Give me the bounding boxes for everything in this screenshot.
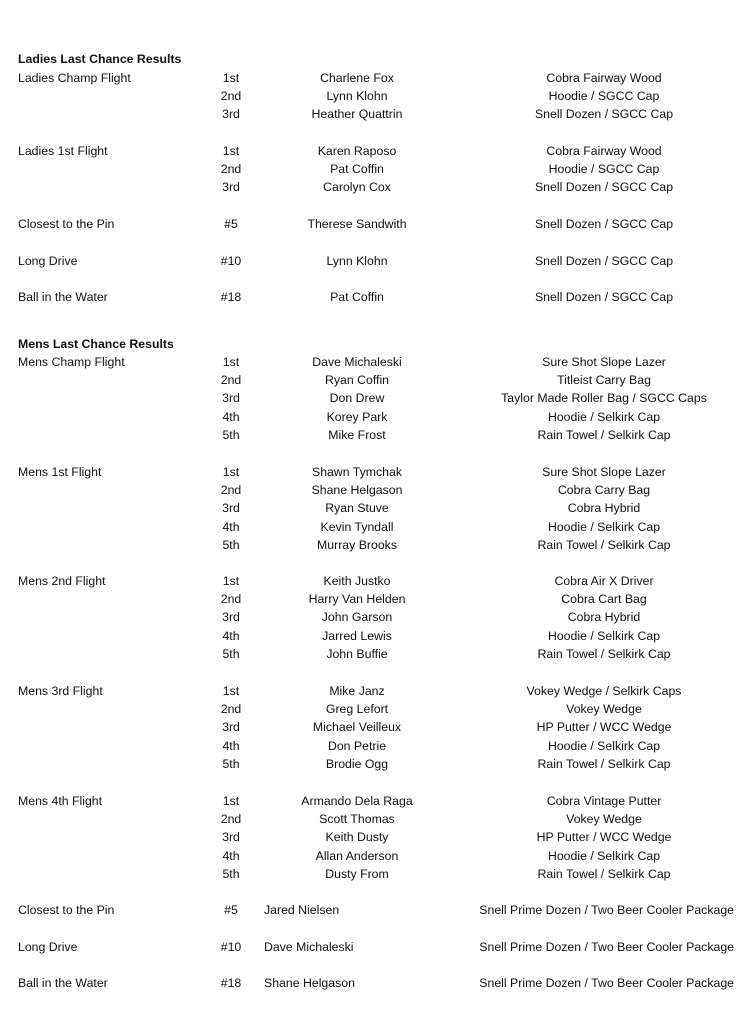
- place-cell: 4th: [222, 409, 240, 424]
- hole-number: #18: [220, 976, 242, 990]
- winner-name: Mike Frost: [328, 427, 386, 442]
- place-cell: 2nd: [220, 812, 242, 827]
- place-cell: 5th: [222, 646, 240, 661]
- winner-name: Lynn Klohn: [326, 89, 388, 104]
- winner-name: Carolyn Cox: [323, 180, 391, 195]
- place-cell: 5th: [222, 427, 240, 442]
- prize-cell: Hoodie / SGCC Cap: [548, 162, 660, 177]
- prize-cell: Snell Dozen / SGCC Cap: [534, 254, 674, 268]
- winner-name: Pat Coffin: [330, 162, 384, 177]
- place-cell: 4th: [222, 628, 240, 643]
- prize-cell: Rain Towel / Selkirk Cap: [537, 537, 671, 552]
- special-label: Closest to the Pin: [18, 217, 115, 231]
- place-cell: 2nd: [220, 373, 242, 388]
- prize-cell: Snell Dozen / SGCC Cap: [534, 290, 674, 304]
- prize-cell: Vokey Wedge: [566, 812, 642, 827]
- special-label: Closest to the Pin: [18, 903, 115, 917]
- prize-cell: Taylor Made Roller Bag / SGCC Caps: [501, 391, 707, 406]
- place-cell: 1st: [222, 355, 240, 369]
- winner-name: Murray Brooks: [317, 537, 397, 552]
- prize-cell: Vokey Wedge / Selkirk Caps: [526, 684, 682, 698]
- place-cell: 3rd: [222, 391, 240, 406]
- winner-name: Dave Michaleski: [312, 355, 402, 369]
- prize-cell: HP Putter / WCC Wedge: [536, 830, 672, 845]
- prize-cell: Vokey Wedge: [566, 702, 642, 717]
- hole-number: #10: [220, 254, 242, 268]
- place-cell: 1st: [222, 794, 240, 808]
- winner-name: Keith Dusty: [325, 830, 389, 845]
- place-cell: 3rd: [222, 107, 240, 122]
- winner-name: Karen Raposo: [317, 144, 397, 158]
- place-cell: 1st: [222, 144, 240, 158]
- special-label: Ball in the Water: [18, 976, 108, 990]
- hole-number: #10: [220, 940, 242, 954]
- prize-cell: HP Putter / WCC Wedge: [536, 720, 672, 735]
- place-cell: 2nd: [220, 162, 242, 177]
- winner-name: Shawn Tymchak: [312, 465, 402, 479]
- flight-label: Mens 1st Flight: [18, 465, 102, 479]
- winner-name: Korey Park: [326, 409, 388, 424]
- prize-cell: Cobra Vintage Putter: [546, 794, 662, 808]
- place-cell: 3rd: [222, 501, 240, 516]
- prize-cell: Hoodie / Selkirk Cap: [547, 409, 661, 424]
- prize-cell: Rain Towel / Selkirk Cap: [537, 756, 671, 771]
- prize-cell: Hoodie / SGCC Cap: [548, 89, 660, 104]
- winner-name: Greg Lefort: [325, 702, 389, 717]
- place-cell: 4th: [222, 519, 240, 534]
- prize-cell: Snell Prime Dozen / Two Beer Cooler Package: [479, 903, 734, 917]
- place-cell: 2nd: [220, 483, 242, 498]
- prize-cell: Cobra Hybrid: [567, 501, 641, 516]
- place-cell: 2nd: [220, 89, 242, 104]
- winner-name: John Garson: [321, 610, 393, 625]
- prize-cell: Sure Shot Slope Lazer: [542, 355, 666, 369]
- prize-cell: Cobra Cart Bag: [561, 592, 647, 607]
- flight-label: Mens 2nd Flight: [18, 574, 106, 588]
- place-cell: 3rd: [222, 180, 240, 195]
- flight-label: Ladies 1st Flight: [18, 144, 108, 158]
- flight-label: Mens 3rd Flight: [18, 684, 103, 698]
- prize-cell: Cobra Fairway Wood: [546, 71, 662, 85]
- special-label: Ball in the Water: [18, 290, 108, 304]
- prize-cell: Cobra Hybrid: [567, 610, 641, 625]
- winner-name: Michael Veilleux: [312, 720, 402, 735]
- prize-cell: Cobra Air X Driver: [554, 574, 654, 588]
- special-label: Long Drive: [18, 940, 78, 954]
- winner-name: Scott Thomas: [319, 812, 395, 827]
- prize-cell: Rain Towel / Selkirk Cap: [537, 646, 671, 661]
- prize-cell: Snell Dozen / SGCC Cap: [534, 180, 674, 195]
- place-cell: 5th: [222, 756, 240, 771]
- winner-name: Kevin Tyndall: [320, 519, 394, 534]
- winner-name: John Buffie: [326, 646, 388, 661]
- place-cell: 4th: [222, 738, 240, 753]
- winner-name: Dave Michaleski: [264, 940, 354, 954]
- place-cell: 3rd: [222, 720, 240, 735]
- place-cell: 3rd: [222, 610, 240, 625]
- winner-name: Jared Nielsen: [264, 903, 340, 917]
- special-label: Long Drive: [18, 254, 78, 268]
- place-cell: 1st: [222, 465, 240, 479]
- winner-name: Shane Helgason: [311, 483, 403, 498]
- winner-name: Don Drew: [329, 391, 385, 406]
- prize-cell: Hoodie / Selkirk Cap: [547, 628, 661, 643]
- prize-cell: Cobra Fairway Wood: [546, 144, 662, 158]
- winner-name: Armando Dela Raga: [301, 794, 413, 808]
- place-cell: 5th: [222, 537, 240, 552]
- prize-cell: Snell Dozen / SGCC Cap: [534, 107, 674, 122]
- section-heading: Ladies Last Chance Results: [18, 52, 182, 66]
- prize-cell: Titleist Carry Bag: [557, 373, 651, 388]
- hole-number: #18: [220, 290, 242, 304]
- winner-name: Harry Van Helden: [308, 592, 406, 607]
- prize-cell: Snell Prime Dozen / Two Beer Cooler Package: [479, 940, 734, 954]
- prize-cell: Hoodie / Selkirk Cap: [547, 519, 661, 534]
- winner-name: Keith Justko: [323, 574, 391, 588]
- prize-cell: Hoodie / Selkirk Cap: [547, 738, 661, 753]
- place-cell: 5th: [222, 866, 240, 881]
- winner-name: Brodie Ogg: [325, 756, 389, 771]
- winner-name: Charlene Fox: [320, 71, 394, 85]
- place-cell: 2nd: [220, 592, 242, 607]
- winner-name: Ryan Coffin: [324, 373, 390, 388]
- winner-name: Heather Quattrin: [311, 107, 403, 122]
- winner-name: Jarred Lewis: [322, 628, 392, 643]
- hole-number: #5: [224, 217, 238, 231]
- winner-name: Lynn Klohn: [326, 254, 388, 268]
- winner-name: Shane Helgason: [264, 976, 355, 990]
- place-cell: 1st: [222, 574, 240, 588]
- winner-name: Therese Sandwith: [307, 217, 407, 231]
- place-cell: 1st: [222, 684, 240, 698]
- winner-name: Allan Anderson: [315, 848, 399, 863]
- winner-name: Mike Janz: [329, 684, 385, 698]
- hole-number: #5: [224, 903, 238, 917]
- prize-cell: Sure Shot Slope Lazer: [542, 465, 666, 479]
- place-cell: 3rd: [222, 830, 240, 845]
- place-cell: 4th: [222, 848, 240, 863]
- place-cell: 2nd: [220, 702, 242, 717]
- winner-name: Don Petrie: [327, 738, 387, 753]
- section-heading: Mens Last Chance Results: [18, 337, 174, 351]
- prize-cell: Rain Towel / Selkirk Cap: [537, 866, 671, 881]
- prize-cell: Snell Prime Dozen / Two Beer Cooler Package: [479, 976, 734, 990]
- prize-cell: Hoodie / Selkirk Cap: [547, 848, 661, 863]
- prize-cell: Snell Dozen / SGCC Cap: [534, 217, 674, 231]
- flight-label: Ladies Champ Flight: [18, 71, 131, 85]
- place-cell: 1st: [222, 71, 240, 85]
- flight-label: Mens Champ Flight: [18, 355, 125, 369]
- winner-name: Ryan Stuve: [325, 501, 389, 516]
- winner-name: Pat Coffin: [330, 290, 384, 304]
- prize-cell: Rain Towel / Selkirk Cap: [537, 427, 671, 442]
- prize-cell: Cobra Carry Bag: [557, 483, 651, 498]
- flight-label: Mens 4th Flight: [18, 794, 103, 808]
- winner-name: Dusty From: [325, 866, 389, 881]
